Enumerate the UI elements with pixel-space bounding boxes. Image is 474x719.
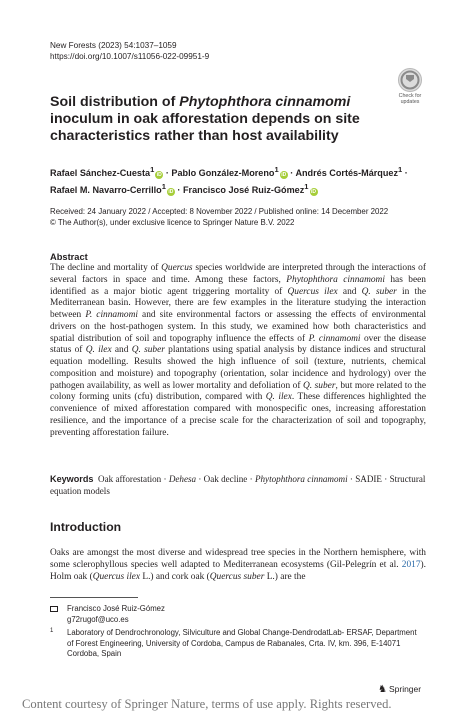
author-name[interactable]: Pablo González-Moreno [171, 168, 275, 179]
abstract-body: The decline and mortality of Quercus species worldwide are interpreted through the interactions of several factors in space and time. Among these factors, Phytophthora cinnamomi has been identified as a major biotic agent triggering mortality of Quercus ilex and Q. suber in the Mediterranean basin. However, there are few examples in the literature studying the interaction between P. cinnamomi and site environmental factors or assessing the effects of environmental drivers on the host-pathogen system. In this study, we examined how both characteristics and spatial distribution of soil and topography influence the effects of P. cinnamomi over the disease status of Q. ilex and Q. suber plantations using spatial analysis by distance indices and structural equation modelling. Results showed the high influence of soil (texture, nutrients, chemical composition and moisture) and topography (orientation, solar incidence and hydrology) over the pathogen availability, as well as lower mortality and defoliation of Q. suber, but more related to the colony forming units (cfu) distribution, compared with Q. ilex. These differences highlighted the convenience of mixed afforestation compared with monospecific ones, increasing afforestation resilience, and the importance of a precise scale for the characterization of soil and topography, preventing afforestation failure. [50, 263, 427, 438]
author-name[interactable]: Rafael Sánchez-Cuesta [50, 168, 151, 179]
author-name[interactable]: Francisco José Ruiz-Gómez [183, 185, 305, 196]
introduction-heading: Introduction [50, 520, 122, 534]
journal-citation: New Forests (2023) 54:1037–1059 [50, 41, 177, 50]
journal-header [50, 40, 209, 62]
doi-link[interactable]: https://doi.org/10.1007/s11056-022-09951-9 [50, 52, 210, 61]
corresponding-email[interactable]: g72rugof@uco.es [67, 614, 129, 624]
authors-line-1: Rafael Sánchez-Cuesta$^1$iD · Pablo González-Moreno$^1$iD · Andrés Cortés-Márquez$^1$ · [50, 165, 408, 179]
springer-horse-icon: ♞ [378, 684, 387, 695]
corresponding-name: Francisco José Ruiz-Gómez [67, 604, 165, 613]
check-updates-icon [398, 68, 422, 92]
affiliation-text: Laboratory of Dendrochronology, Silviculture and Global Change-DendrodatLab- ERSAF, Department of Forest Engineering, University of Cordoba, Campus de Rabanales, Crta. IV, km. 396, E-14071 Cordoba, Spain [67, 628, 417, 658]
envelope-icon [50, 606, 58, 612]
orcid-icon[interactable]: iD [168, 189, 174, 196]
keywords: Keywords Oak afforestation · Dehesa · Oak decline · Phytophthora cinnamomi · SADIE · Structural equation models [50, 474, 426, 496]
author-name[interactable]: Rafael M. Navarro-Cerrillo [50, 185, 162, 196]
publication-dates [50, 207, 388, 228]
introduction-body: Oaks are amongst the most diverse and widespread tree species in the Northern hemisphere, with some sclerophyllous species well adapted to Mediterranean ecosystems (Gil-Pelegrín et al. 2017). Holm oak (Quercus ilex L.) and cork oak (Quercus suber L.) are the [50, 548, 426, 582]
citation-link[interactable]: 2017 [401, 560, 421, 570]
affiliation-number: 1 [50, 628, 54, 634]
author-list [50, 163, 450, 197]
courtesy-notice: Content courtesy of Springer Nature, terms of use apply. Rights reserved. [22, 697, 392, 711]
license-line: © The Author(s), under exclusive licence to Springer Nature B.V. 2022 [50, 217, 295, 227]
author-name[interactable]: Andrés Cortés-Márquez [295, 168, 399, 179]
orcid-icon[interactable]: iD [311, 189, 317, 196]
orcid-icon[interactable]: iD [156, 172, 162, 179]
keywords-label: Keywords [50, 474, 94, 484]
article-title: Soil distribution of Phytophthora cinnamomi inoculum in oak afforestation depends on site characteristics rather than host availability [50, 94, 360, 144]
check-for-updates-badge[interactable] [394, 68, 426, 108]
authors-line-2: Rafael M. Navarro-Cerrillo$^1$iD · Francisco José Ruiz-Gómez$^1$iD [50, 182, 317, 196]
abstract-heading: Abstract [50, 252, 88, 262]
springer-logo: ♞ Springer [378, 684, 422, 695]
orcid-icon[interactable]: iD [281, 172, 287, 179]
footnote-divider [50, 597, 138, 598]
dates-line: Received: 24 January 2022 / Accepted: 8 November 2022 / Published online: 14 December 2022 [50, 207, 389, 216]
check-updates-label: Check for updates [398, 93, 422, 105]
